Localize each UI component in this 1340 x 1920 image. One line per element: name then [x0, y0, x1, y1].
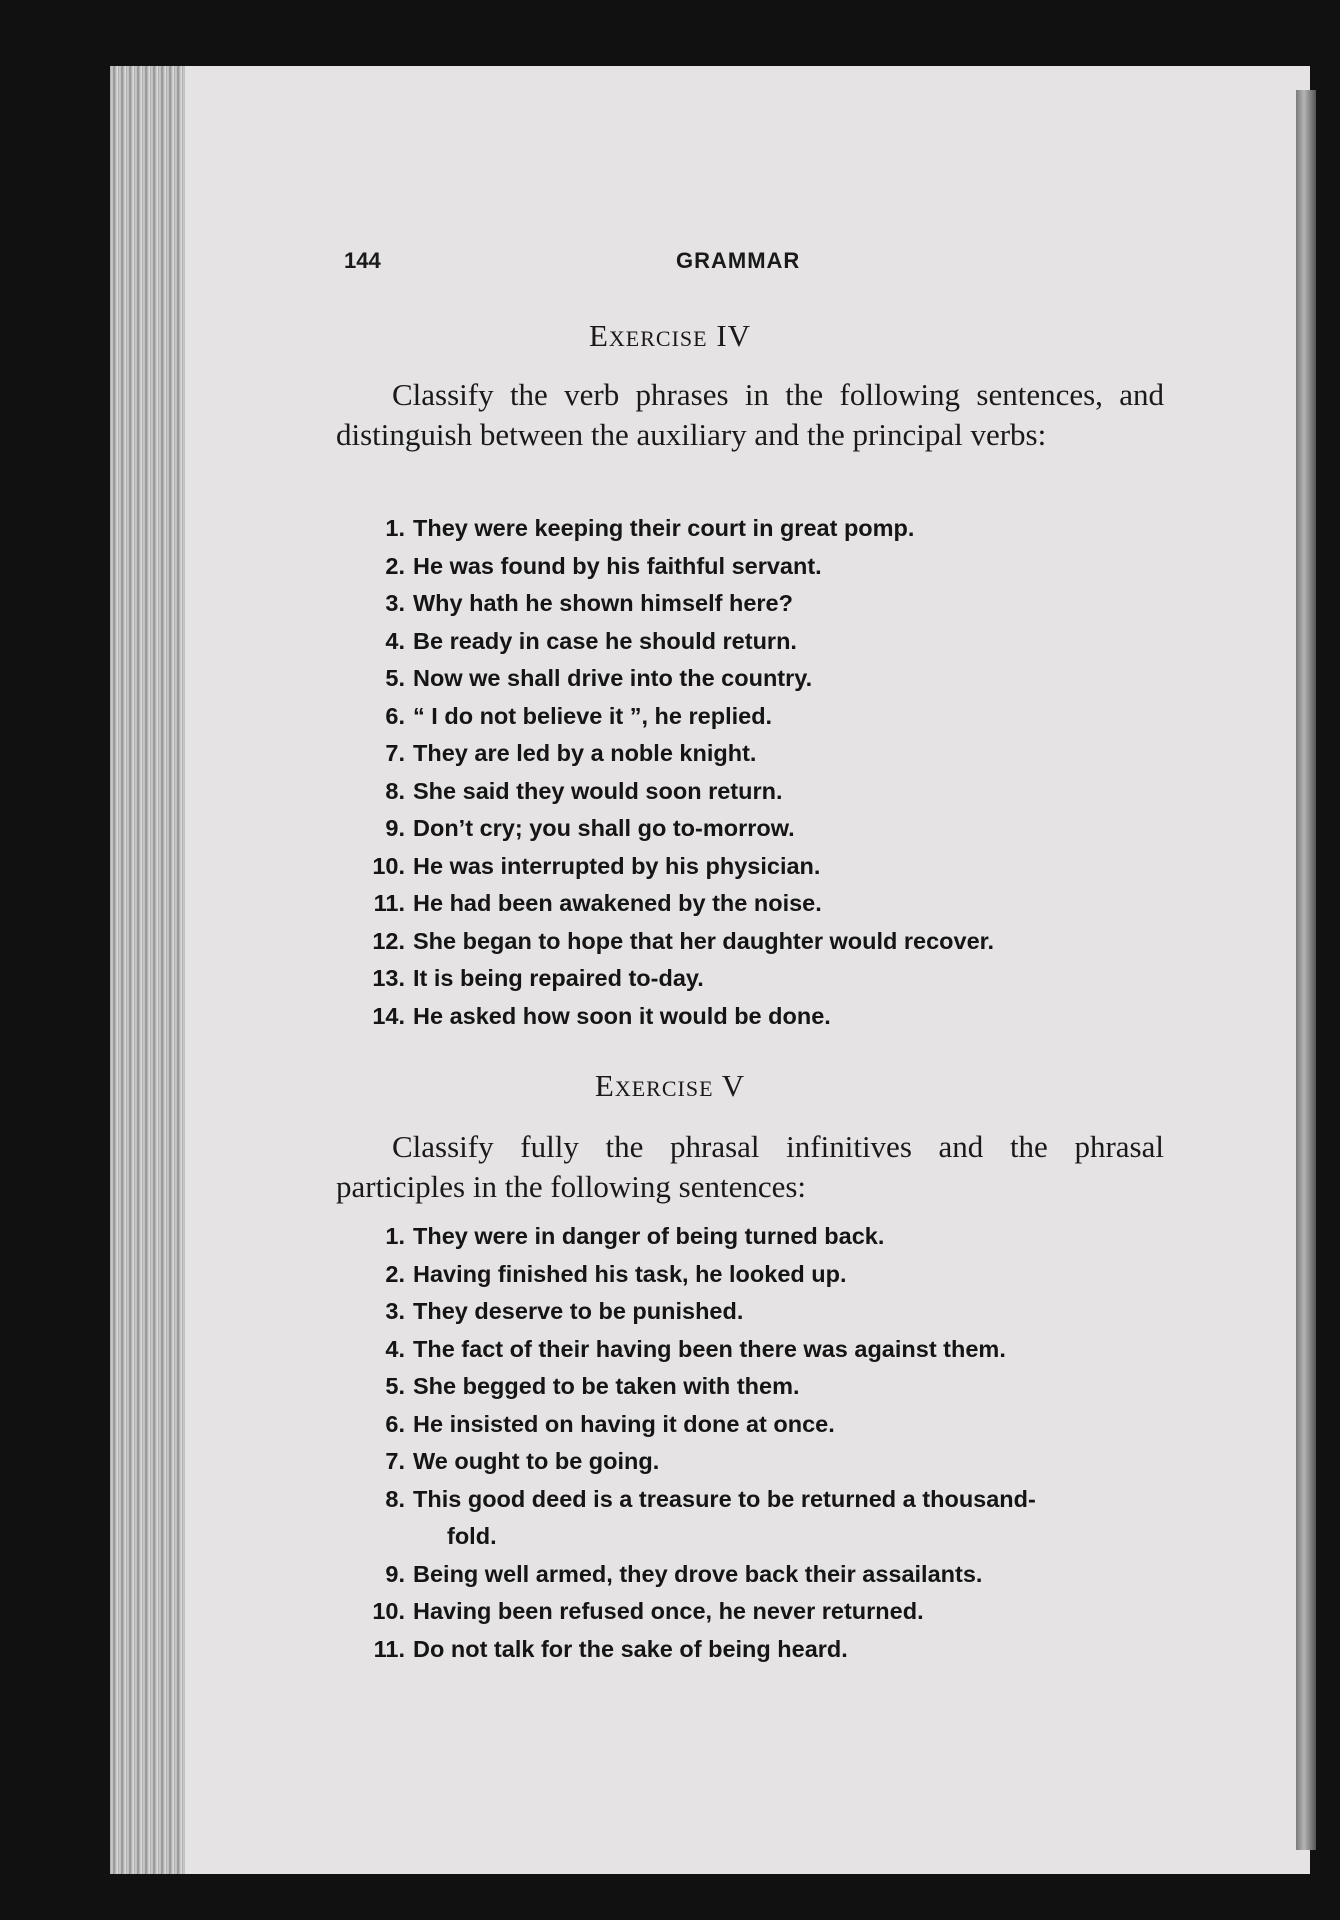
list-item: 4. The fact of their having been there was against them.: [385, 1335, 1006, 1362]
exercise-iv-instruction: Classify the verb phrases in the following sentences, and distinguish between the auxiliary and the principal verbs:: [336, 377, 1164, 452]
list-item: 12. She began to hope that her daughter would recover.: [372, 927, 995, 954]
exercise-iv-title: Exercise IV: [588, 318, 752, 353]
exercise-iv-list: [350, 510, 1170, 1035]
page-header: [336, 243, 836, 283]
list-item: 2. He was found by his faithful servant.: [385, 552, 822, 579]
list-item: 5. Now we shall drive into the country.: [385, 665, 813, 691]
list-item: 6. “ I do not believe it ”, he replied.: [385, 702, 773, 729]
item-text-line-2: fold.: [447, 1523, 497, 1549]
list-item: 11. He had been awakened by the noise.: [373, 890, 822, 916]
exercise-v-instruction: Classify fully the phrasal infinitives and the phrasal participles in the following sentences:: [336, 1129, 1164, 1204]
list-item: 14. He asked how soon it would be done.: [372, 1002, 831, 1029]
exercise-v-title: Exercise V: [594, 1068, 746, 1103]
list-item: 9. Being well armed, they drove back their assailants.: [385, 1560, 983, 1587]
page-number: 144: [344, 248, 381, 273]
running-title: GRAMMAR: [676, 248, 801, 273]
list-item: 2. Having finished his task, he looked up.: [385, 1260, 847, 1287]
list-item: 8. This good deed is a treasure to be returned a thousand- fold.: [385, 1485, 1036, 1549]
list-item: 1. They were in danger of being turned back.: [385, 1223, 885, 1249]
list-item: 5. She begged to be taken with them.: [385, 1373, 800, 1399]
list-item: 7. They are led by a noble knight.: [385, 740, 757, 766]
list-item: 11. Do not talk for the sake of being heard.: [373, 1635, 848, 1662]
list-item: 1. They were keeping their court in great pomp.: [385, 515, 915, 541]
list-item: 10. Having been refused once, he never returned.: [372, 1598, 924, 1624]
list-item: 10. He was interrupted by his physician.: [372, 852, 821, 879]
list-item: 13. It is being repaired to-day.: [372, 965, 704, 991]
list-item: 3. Why hath he shown himself here?: [385, 590, 793, 616]
list-item: 9. Don’t cry; you shall go to-morrow.: [385, 815, 795, 841]
binding-edge: [1296, 90, 1316, 1850]
list-item: 4. Be ready in case he should return.: [385, 627, 797, 654]
list-item: 6. He insisted on having it done at once.: [385, 1410, 835, 1437]
item-text-line-1: This good deed is a treasure to be returned a thousand-: [413, 1485, 1036, 1512]
list-item: 7. We ought to be going.: [385, 1448, 660, 1474]
exercise-v-list: [350, 1218, 1170, 1668]
list-item: 3. They deserve to be punished.: [385, 1298, 744, 1324]
list-item: 8. She said they would soon return.: [385, 777, 783, 804]
